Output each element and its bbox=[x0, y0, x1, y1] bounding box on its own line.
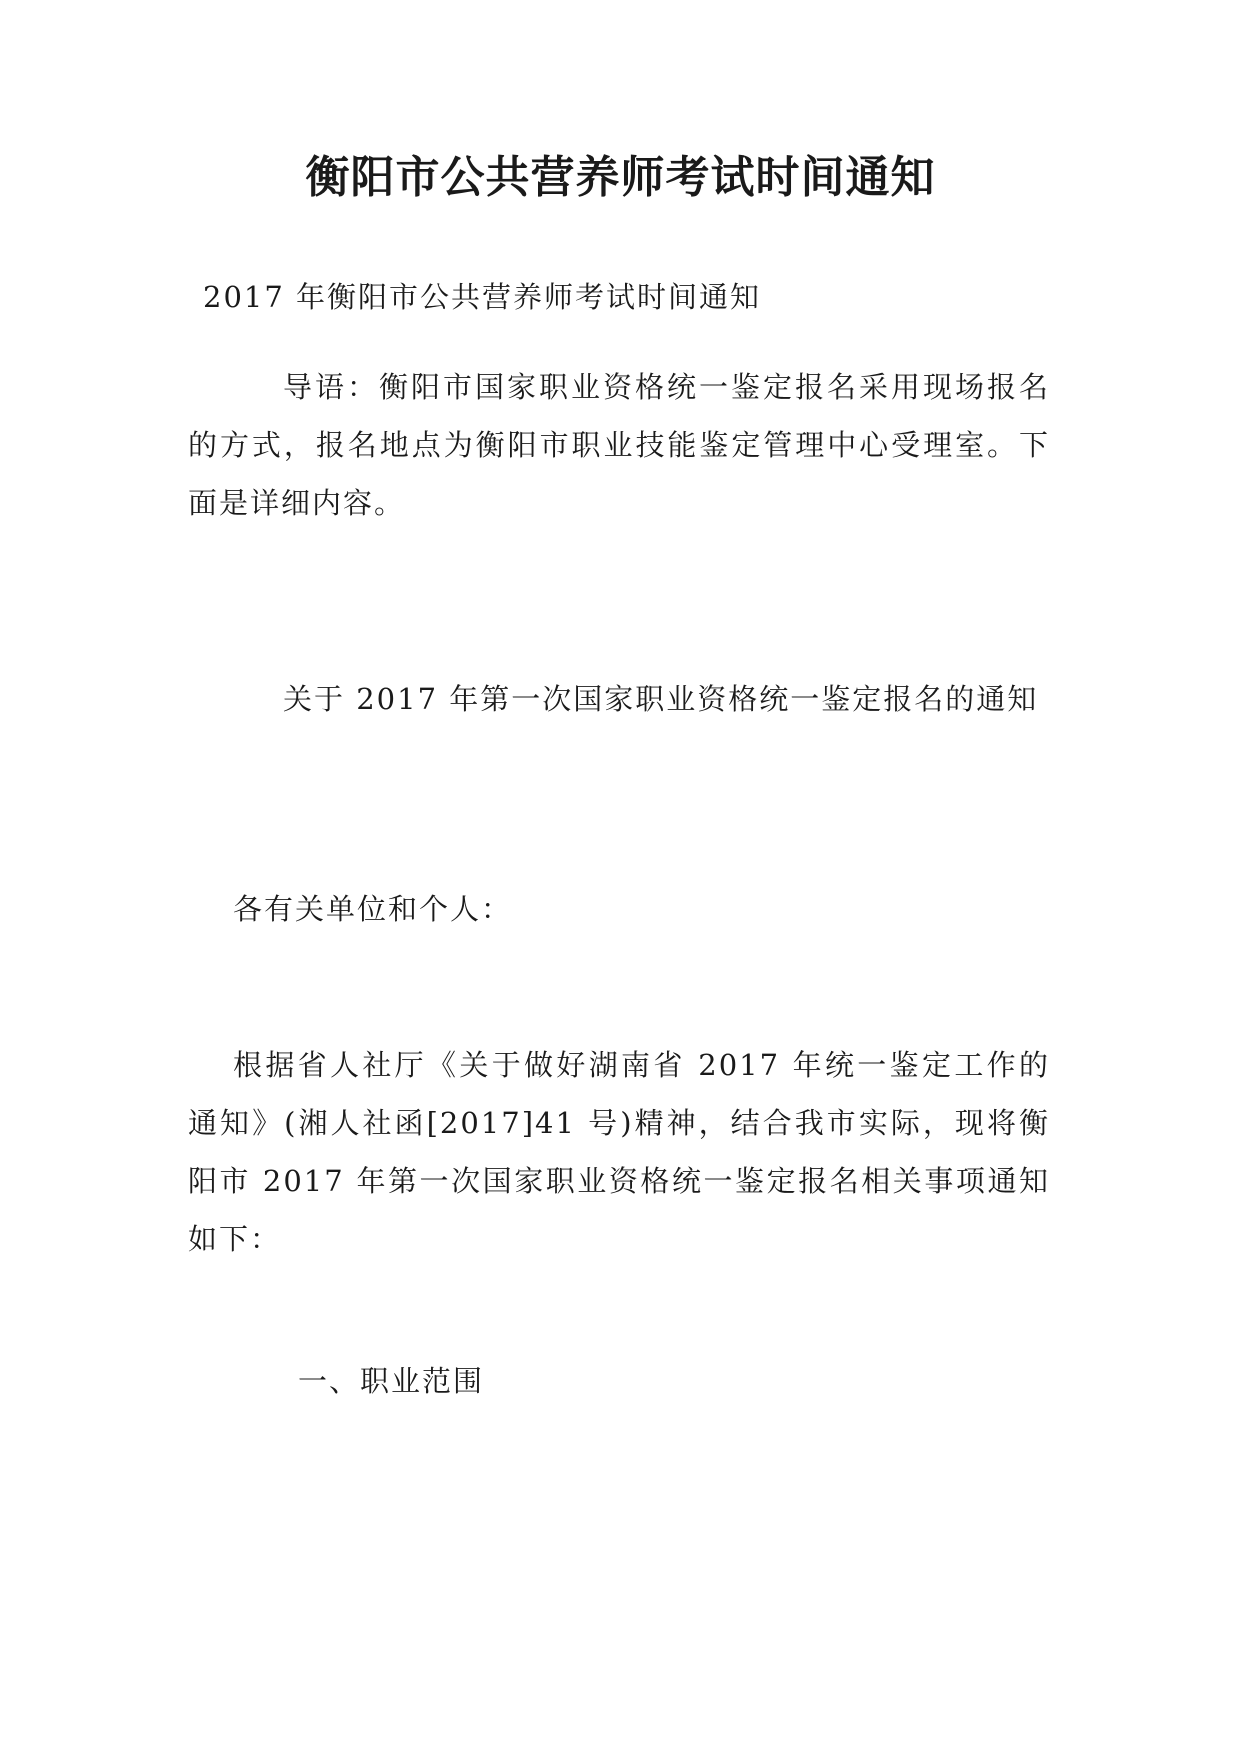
document-subtitle: 2017 年衡阳市公共营养师考试时间通知 bbox=[203, 280, 762, 314]
section-heading-1: 一、职业范围 bbox=[298, 1364, 485, 1398]
body-paragraph: 根据省人社厅《关于做好湖南省 2017 年统一鉴定工作的通知》(湘人社函[2017]41 号)精神，结合我市实际，现将衡阳市 2017 年第一次国家职业资格统一鉴定报名相关事项通知如下： bbox=[188, 1048, 1050, 1256]
salutation: 各有关单位和个人： bbox=[233, 892, 513, 926]
notice-heading: 关于 2017 年第一次国家职业资格统一鉴定报名的通知 bbox=[283, 682, 1039, 716]
intro-paragraph: 导语：衡阳市国家职业资格统一鉴定报名采用现场报名的方式，报名地点为衡阳市职业技能鉴定管理中心受理室。下面是详细内容。 bbox=[188, 370, 1050, 520]
document-title: 衡阳市公共营养师考试时间通知 bbox=[305, 152, 936, 203]
